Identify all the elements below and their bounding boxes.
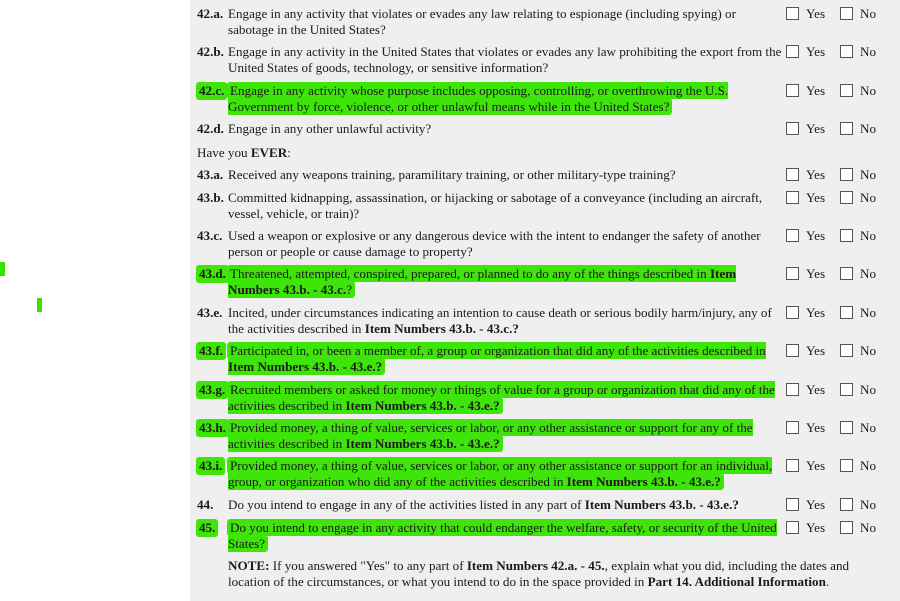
yes-label: Yes — [806, 121, 826, 136]
item-reference: Item Numbers 43.b. - 43.c.? — [364, 320, 519, 336]
section-label-prefix: Have you — [197, 145, 251, 160]
item-number: 43.e. — [197, 305, 223, 320]
yes-checkbox[interactable] — [786, 521, 799, 534]
question-text — [228, 458, 783, 489]
item-reference: Item Numbers 43.b. - 43.e.? — [345, 397, 500, 413]
question-text-part: Used a weapon or explosive or any dangerous device with the intent to endanger the safety of another person or people or cause damage to property? — [228, 228, 761, 259]
no-checkbox[interactable] — [840, 229, 853, 242]
yes-label: Yes — [806, 382, 826, 397]
no-option[interactable] — [840, 520, 876, 536]
no-checkbox[interactable] — [840, 191, 853, 204]
yes-checkbox[interactable] — [786, 229, 799, 242]
yes-option[interactable] — [786, 458, 825, 474]
item-number: 43.h. — [199, 420, 226, 435]
question-text — [228, 190, 783, 221]
question-text — [228, 497, 783, 513]
yes-option[interactable] — [786, 83, 825, 99]
yes-checkbox[interactable] — [786, 84, 799, 97]
no-checkbox[interactable] — [840, 7, 853, 20]
yes-label: Yes — [806, 228, 826, 243]
no-checkbox[interactable] — [840, 306, 853, 319]
no-checkbox[interactable] — [840, 45, 853, 58]
no-checkbox[interactable] — [840, 267, 853, 280]
question-text-part: Engage in any activity whose purpose includes opposing, controlling, or overthrowing the U.S. Government by force, violence, or other unlawful means while in the United States? — [228, 83, 729, 114]
question-text — [228, 420, 783, 451]
item-number: 43.c. — [197, 228, 223, 243]
no-label: No — [860, 266, 877, 281]
no-label: No — [860, 382, 877, 397]
yes-option[interactable] — [786, 343, 825, 359]
yes-checkbox[interactable] — [786, 344, 799, 357]
yes-label: Yes — [806, 420, 826, 435]
no-checkbox[interactable] — [840, 459, 853, 472]
note-text: If you answered "Yes" to any part of — [269, 558, 467, 573]
question-text-part: Provided money, a thing of value, services or labor, or any other assistance or support for any of the activities described in — [228, 420, 753, 451]
yes-label: Yes — [806, 520, 826, 535]
section-label-emphasis: EVER — [250, 145, 288, 160]
item-reference: Item Numbers 43.b. - 43.e.? — [584, 497, 739, 512]
yes-label: Yes — [806, 458, 826, 473]
question-text-part: Threatened, attempted, conspired, prepared, or planned to do any of the things described in — [230, 266, 710, 281]
yes-option[interactable] — [786, 382, 825, 398]
yes-checkbox[interactable] — [786, 45, 799, 58]
yes-option[interactable] — [786, 266, 825, 282]
no-label: No — [860, 228, 877, 243]
yes-checkbox[interactable] — [786, 498, 799, 511]
no-option[interactable] — [840, 44, 876, 60]
question-text — [228, 382, 783, 413]
question-text — [228, 343, 783, 374]
no-checkbox[interactable] — [840, 168, 853, 181]
yes-label: Yes — [806, 167, 826, 182]
note-item-ref: Item Numbers 42.a. - 45. — [466, 558, 605, 573]
question-text — [228, 121, 783, 137]
question-text — [228, 305, 783, 336]
highlight-mark — [37, 298, 42, 312]
yes-option[interactable] — [786, 167, 825, 183]
yes-label: Yes — [806, 6, 826, 21]
yes-checkbox[interactable] — [786, 459, 799, 472]
yes-option[interactable] — [786, 305, 825, 321]
question-text — [228, 167, 783, 183]
question-text-part: Received any weapons training, paramilitary training, or other military-type training? — [228, 167, 676, 182]
no-checkbox[interactable] — [840, 498, 853, 511]
no-checkbox[interactable] — [840, 521, 853, 534]
note-text: . — [825, 573, 830, 589]
item-number: 42.c. — [199, 83, 225, 98]
yes-checkbox[interactable] — [786, 383, 799, 396]
item-number: 43.i. — [199, 458, 223, 473]
no-option[interactable] — [840, 190, 876, 206]
no-option[interactable] — [840, 382, 876, 398]
item-reference: Item Numbers 43.b. - 43.e.? — [228, 358, 383, 374]
no-label: No — [860, 305, 877, 320]
no-label: No — [860, 458, 877, 473]
no-checkbox[interactable] — [840, 84, 853, 97]
yes-checkbox[interactable] — [786, 168, 799, 181]
no-option[interactable] — [840, 83, 876, 99]
question-text-part: Participated in, or been a member of, a group or organization that did any of the activities described in — [230, 343, 766, 358]
yes-checkbox[interactable] — [786, 267, 799, 280]
question-text-part: ? — [346, 281, 353, 297]
yes-option[interactable] — [786, 497, 825, 513]
item-number: 43.b. — [197, 190, 224, 205]
item-number: 42.a. — [197, 6, 224, 21]
yes-option[interactable] — [786, 44, 825, 60]
no-checkbox[interactable] — [840, 122, 853, 135]
highlight-mark — [0, 262, 5, 276]
no-option[interactable] — [840, 305, 876, 321]
question-text — [228, 520, 783, 551]
note-part-ref: Part 14. Additional Information — [647, 573, 826, 589]
question-text — [228, 83, 783, 114]
item-number: 43.a. — [197, 167, 224, 182]
no-option[interactable] — [840, 497, 876, 513]
no-checkbox[interactable] — [840, 344, 853, 357]
no-option[interactable] — [840, 228, 876, 244]
no-option[interactable] — [840, 266, 876, 282]
item-number: 42.b. — [197, 44, 224, 59]
no-label: No — [860, 343, 877, 358]
yes-option[interactable] — [786, 228, 825, 244]
item-number: 43.g. — [199, 382, 226, 397]
yes-option[interactable] — [786, 420, 825, 436]
note-paragraph — [228, 558, 888, 589]
item-number: 43.d. — [199, 266, 226, 281]
item-number: 42.d. — [197, 121, 224, 136]
no-option[interactable] — [840, 121, 876, 137]
no-label: No — [860, 167, 877, 182]
no-checkbox[interactable] — [840, 383, 853, 396]
item-number: 44. — [197, 497, 214, 512]
note-text: , explain what you did, including the dates and location of the circumstances, or what you intend to do in the space provided in — [228, 558, 850, 589]
yes-option[interactable] — [786, 190, 825, 206]
question-text — [228, 44, 783, 75]
item-number: 43.f. — [199, 343, 224, 358]
yes-label: Yes — [806, 44, 826, 59]
yes-label: Yes — [806, 343, 826, 358]
no-label: No — [860, 83, 877, 98]
yes-label: Yes — [806, 305, 826, 320]
note-label: NOTE: — [228, 558, 270, 573]
section-label — [197, 145, 291, 161]
question-text — [228, 228, 783, 259]
yes-label: Yes — [806, 497, 826, 512]
question-text — [228, 6, 783, 37]
question-text-part: Provided money, a thing of value, services or labor, or any other assistance or support for an individual, group, or organization who did any of the activities described in — [228, 458, 773, 489]
yes-option[interactable] — [786, 520, 825, 536]
yes-checkbox[interactable] — [786, 421, 799, 434]
question-text — [228, 266, 783, 297]
no-label: No — [860, 6, 877, 21]
no-label: No — [860, 121, 877, 136]
yes-checkbox[interactable] — [786, 7, 799, 20]
yes-checkbox[interactable] — [786, 191, 799, 204]
question-text-part: Do you intend to engage in any of the activities listed in any part of — [228, 497, 585, 512]
question-text-part: Engage in any activity in the United States that violates or evades any law prohibiting the export from the United States of goods, technology, or sensitive information? — [228, 44, 782, 75]
yes-checkbox[interactable] — [786, 306, 799, 319]
no-option[interactable] — [840, 167, 876, 183]
left-margin — [0, 0, 190, 601]
question-text-part: Engage in any activity that violates or evades any law relating to espionage (including spying) or sabotage in the United States? — [228, 6, 736, 37]
yes-checkbox[interactable] — [786, 122, 799, 135]
yes-label: Yes — [806, 83, 826, 98]
item-number: 45. — [199, 520, 216, 535]
no-label: No — [860, 497, 877, 512]
question-text-part: Committed kidnapping, assassination, or hijacking or sabotage of a conveyance (including an aircraft, vessel, vehicle, or train)? — [228, 190, 763, 221]
no-label: No — [860, 44, 877, 59]
no-label: No — [860, 520, 877, 535]
no-option[interactable] — [840, 343, 876, 359]
no-label: No — [860, 420, 877, 435]
no-option[interactable] — [840, 6, 876, 22]
question-text-part: Recruited members or asked for money or things of value for a group or organization that did any of the activities described in — [228, 382, 775, 413]
questionnaire-panel — [190, 0, 900, 601]
no-label: No — [860, 190, 877, 205]
item-reference: Item Numbers 43.b. - 43.e.? — [566, 473, 721, 489]
item-reference: Item Numbers 43.b. - 43.c. — [228, 266, 737, 297]
question-text-part: Incited, under circumstances indicating an intention to cause death or serious bodily harm/injury, any of the activities described in — [228, 305, 772, 336]
item-reference: Item Numbers 43.b. - 43.e.? — [345, 435, 500, 451]
question-text-part: Engage in any other unlawful activity? — [228, 121, 432, 136]
no-option[interactable] — [840, 458, 876, 474]
yes-option[interactable] — [786, 6, 825, 22]
yes-label: Yes — [806, 266, 826, 281]
yes-option[interactable] — [786, 121, 825, 137]
yes-label: Yes — [806, 190, 826, 205]
no-checkbox[interactable] — [840, 421, 853, 434]
no-option[interactable] — [840, 420, 876, 436]
section-label-suffix: : — [287, 145, 291, 160]
question-text-part: Do you intend to engage in any activity that could endanger the welfare, safety, or security of the United States? — [228, 520, 777, 551]
